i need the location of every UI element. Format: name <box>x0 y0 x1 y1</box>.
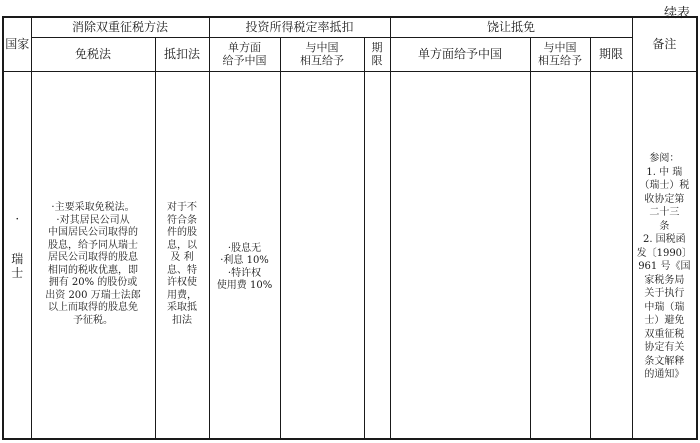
tax-sparing-mutual-cell <box>530 71 590 439</box>
credit-method-cell: 对于不 符合条 件的股 息，以 及 利 息、特 许权使 用费， 采取抵 扣法 <box>155 71 209 439</box>
investment-term-cell <box>364 71 390 439</box>
header-tax-sparing-mutual: 与中国 相互给予 <box>530 37 590 71</box>
country-cell <box>3 71 31 439</box>
exemption-method-cell: ·主要采取免税法。 ·对其居民公司从 中国居民公司取得的 股息，给予同从瑞士 居民公司取得的股息 相同的税收优惠，即 拥有 20% 的股份或 出资 200 万瑞士法郎 以上而取得的股息免 予征税。 <box>31 71 155 439</box>
header-unilateral-grant: 单方面 给予中国 <box>209 37 280 71</box>
header-tax-sparing-unilateral: 单方面给予中国 <box>390 37 530 71</box>
continued-label: 续表 <box>663 6 690 21</box>
tax-sparing-unilateral-cell <box>390 71 530 439</box>
country-dot: · <box>15 211 20 226</box>
header-eliminate-double-tax: 消除双重征税方法 <box>31 17 209 37</box>
header-mutual-grant: 与中国 相互给予 <box>280 37 364 71</box>
header-credit-method: 抵扣法 <box>155 37 209 71</box>
notes-cell: 参阅： 1. 中 瑞 （瑞士）税 收协定第 二十三 条 2. 国税函 发〔1990〕 961 号《国 家税务局 关于执行 中瑞（瑞 士）避免 双重征税 协定有关 条文解释 的通知》 <box>632 71 697 439</box>
header-tax-sparing: 饶让抵免 <box>390 17 632 37</box>
investment-unilateral-cell: ·股息无 ·利息 10% ·特许权 使用费 10% <box>209 71 280 439</box>
country-name: 瑞 士 <box>11 251 24 280</box>
investment-mutual-cell <box>280 71 364 439</box>
header-tax-sparing-term: 期限 <box>590 37 632 71</box>
tax-treaty-table <box>2 16 698 440</box>
header-exemption-method: 免税法 <box>31 37 155 71</box>
tax-sparing-term-cell <box>590 71 632 439</box>
header-investment-credit: 投资所得税定率抵扣 <box>209 17 390 37</box>
header-notes: 备注 <box>632 17 697 71</box>
header-country: 国家 <box>3 17 31 71</box>
table-row <box>3 71 697 439</box>
header-term: 期 限 <box>364 37 390 71</box>
